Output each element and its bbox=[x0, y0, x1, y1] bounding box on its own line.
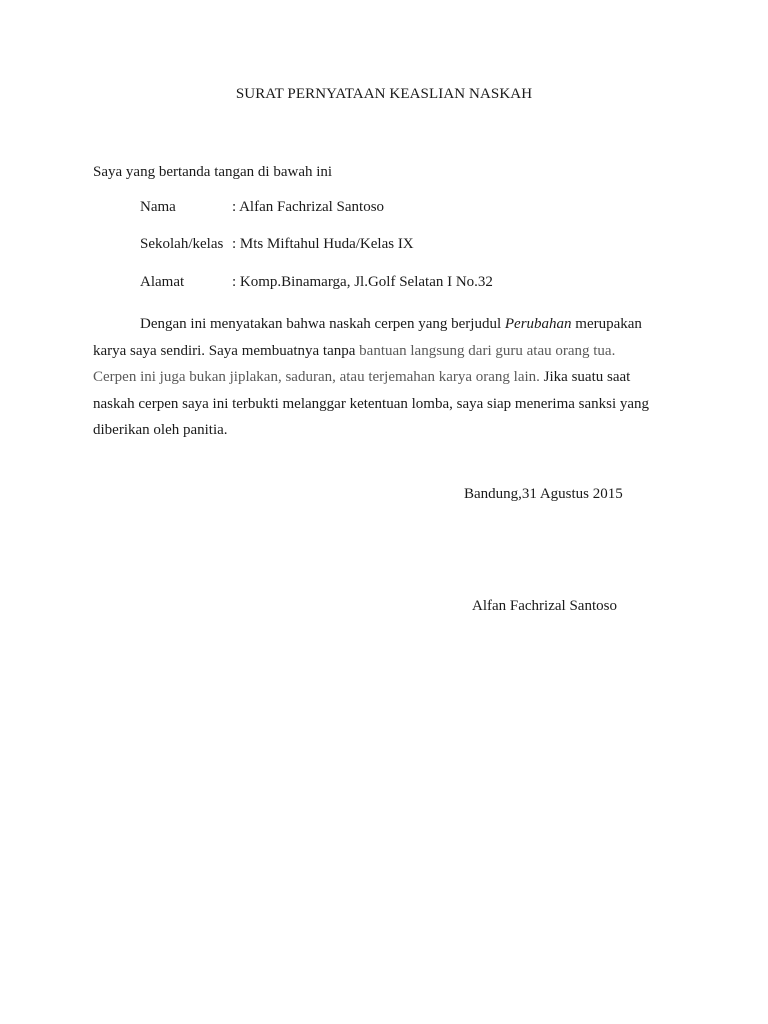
field-name-value: : Alfan Fachrizal Santoso bbox=[232, 199, 385, 215]
paragraph-text: Dengan ini menyatakan bahwa naskah cerpen yang berjudul bbox=[140, 316, 505, 332]
field-school-label: Sekolah/kelas bbox=[140, 236, 224, 252]
paragraph-text-gray: bantuan langsung dari guru atau orang tua. bbox=[359, 342, 616, 359]
paragraph-text: merupakan bbox=[571, 316, 642, 332]
statement-paragraph bbox=[93, 311, 673, 444]
paragraph-line-5: diberikan oleh panitia. bbox=[93, 422, 228, 438]
paragraph-line-1 bbox=[93, 311, 673, 338]
document-title: SURAT PERNYATAAN KEASLIAN NASKAH bbox=[235, 86, 533, 102]
intro-text: Saya yang bertanda tangan di bawah ini bbox=[93, 164, 333, 180]
field-address-value: : Komp.Binamarga, Jl.Golf Selatan I No.32 bbox=[232, 274, 493, 290]
field-name bbox=[140, 199, 384, 216]
paragraph-line-2 bbox=[93, 338, 673, 365]
paragraph-text: Jika suatu saat bbox=[539, 369, 631, 385]
field-address-label: Alamat bbox=[140, 274, 185, 290]
paragraph-line-3 bbox=[93, 364, 673, 391]
paragraph-text-gray: Cerpen ini juga bukan jiplakan, saduran, atau terjemahan karya orang lain. bbox=[93, 369, 540, 385]
field-school bbox=[140, 236, 414, 253]
field-name-label: Nama bbox=[140, 199, 176, 215]
paragraph-line-4: naskah cerpen saya ini terbukti melanggar ketentuan lomba, saya siap menerima sanksi yang bbox=[93, 395, 650, 412]
signer-name: Alfan Fachrizal Santoso bbox=[472, 598, 617, 614]
place-date: Bandung,31 Agustus 2015 bbox=[464, 486, 623, 502]
story-title: Perubahan bbox=[504, 316, 572, 332]
paragraph-text: karya saya sendiri. Saya membuatnya tanpa bbox=[93, 342, 360, 359]
field-school-value: : Mts Miftahul Huda/Kelas IX bbox=[232, 236, 414, 252]
field-address bbox=[140, 274, 493, 291]
